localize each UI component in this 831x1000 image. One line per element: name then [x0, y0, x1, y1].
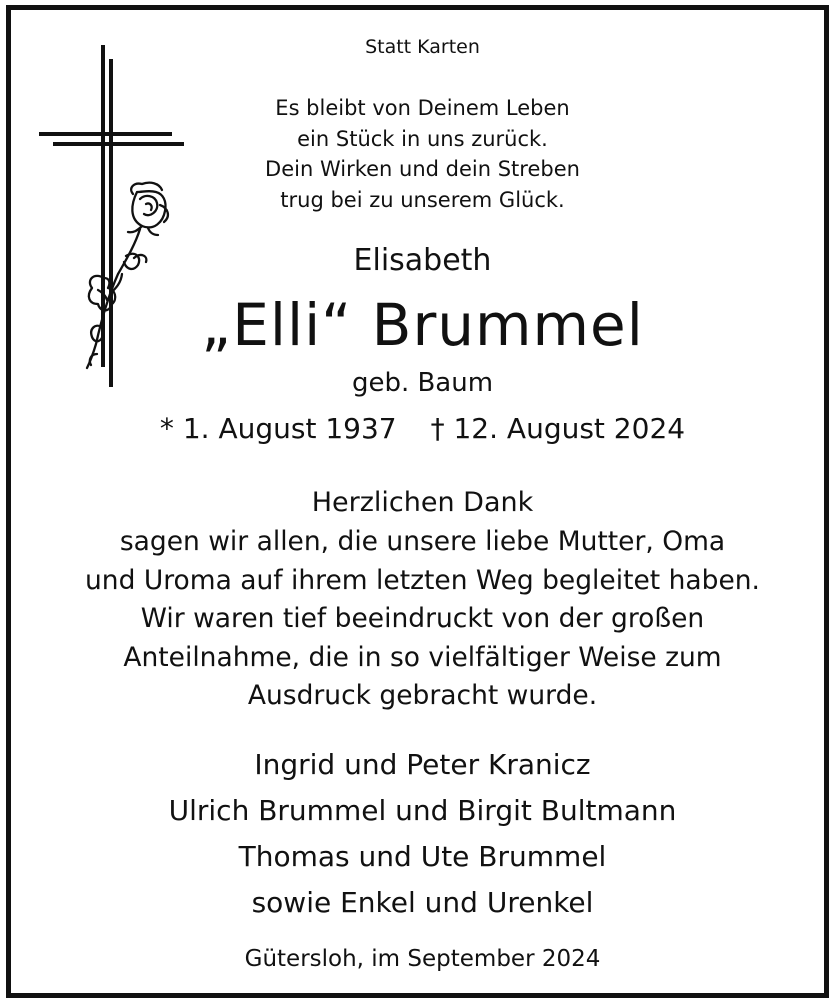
thanks-line: sagen wir allen, die unsere liebe Mutter, Oma — [119, 526, 726, 557]
poem-line: ein Stück in uns zurück. — [297, 126, 548, 151]
thanks-line: Anteilnahme, die in so vielfältiger Weise zum — [123, 641, 722, 673]
death-date: † 12. August 2024 — [430, 412, 686, 445]
poem — [11, 93, 829, 215]
birth-date: * 1. August 1937 — [159, 412, 397, 445]
place-date: Gütersloh, im September 2024 — [244, 946, 601, 972]
first-name: Elisabeth — [353, 243, 492, 278]
maiden-name: geb. Baum — [351, 368, 494, 398]
thanks-line: Ausdruck gebracht wurde. — [247, 680, 598, 711]
thanks-body — [11, 523, 829, 716]
life-dates — [11, 412, 829, 445]
header-text: Statt Karten — [365, 36, 480, 58]
thanks-line: Wir waren tief beeindruckt von der großen — [140, 603, 705, 634]
poem-line: Es bleibt von Deinem Leben — [275, 96, 570, 120]
signer-line: sowie Enkel und Urenkel — [251, 886, 594, 919]
full-name: „Elli“ Brummel — [201, 291, 644, 359]
poem-line: Dein Wirken und dein Streben — [265, 157, 580, 181]
thanks-title: Herzlichen Dank — [311, 487, 534, 518]
signer-line: Thomas und Ute Brummel — [238, 840, 607, 873]
thanks-line: und Uroma auf ihrem letzten Weg begleitet haben. — [85, 564, 760, 596]
poem-line: trug bei zu unserem Glück. — [280, 187, 565, 212]
obituary-notice — [6, 5, 829, 998]
signers — [11, 742, 829, 926]
signer-line: Ulrich Brummel und Birgit Bultmann — [168, 794, 677, 827]
signer-line: Ingrid und Peter Kranicz — [254, 748, 591, 781]
